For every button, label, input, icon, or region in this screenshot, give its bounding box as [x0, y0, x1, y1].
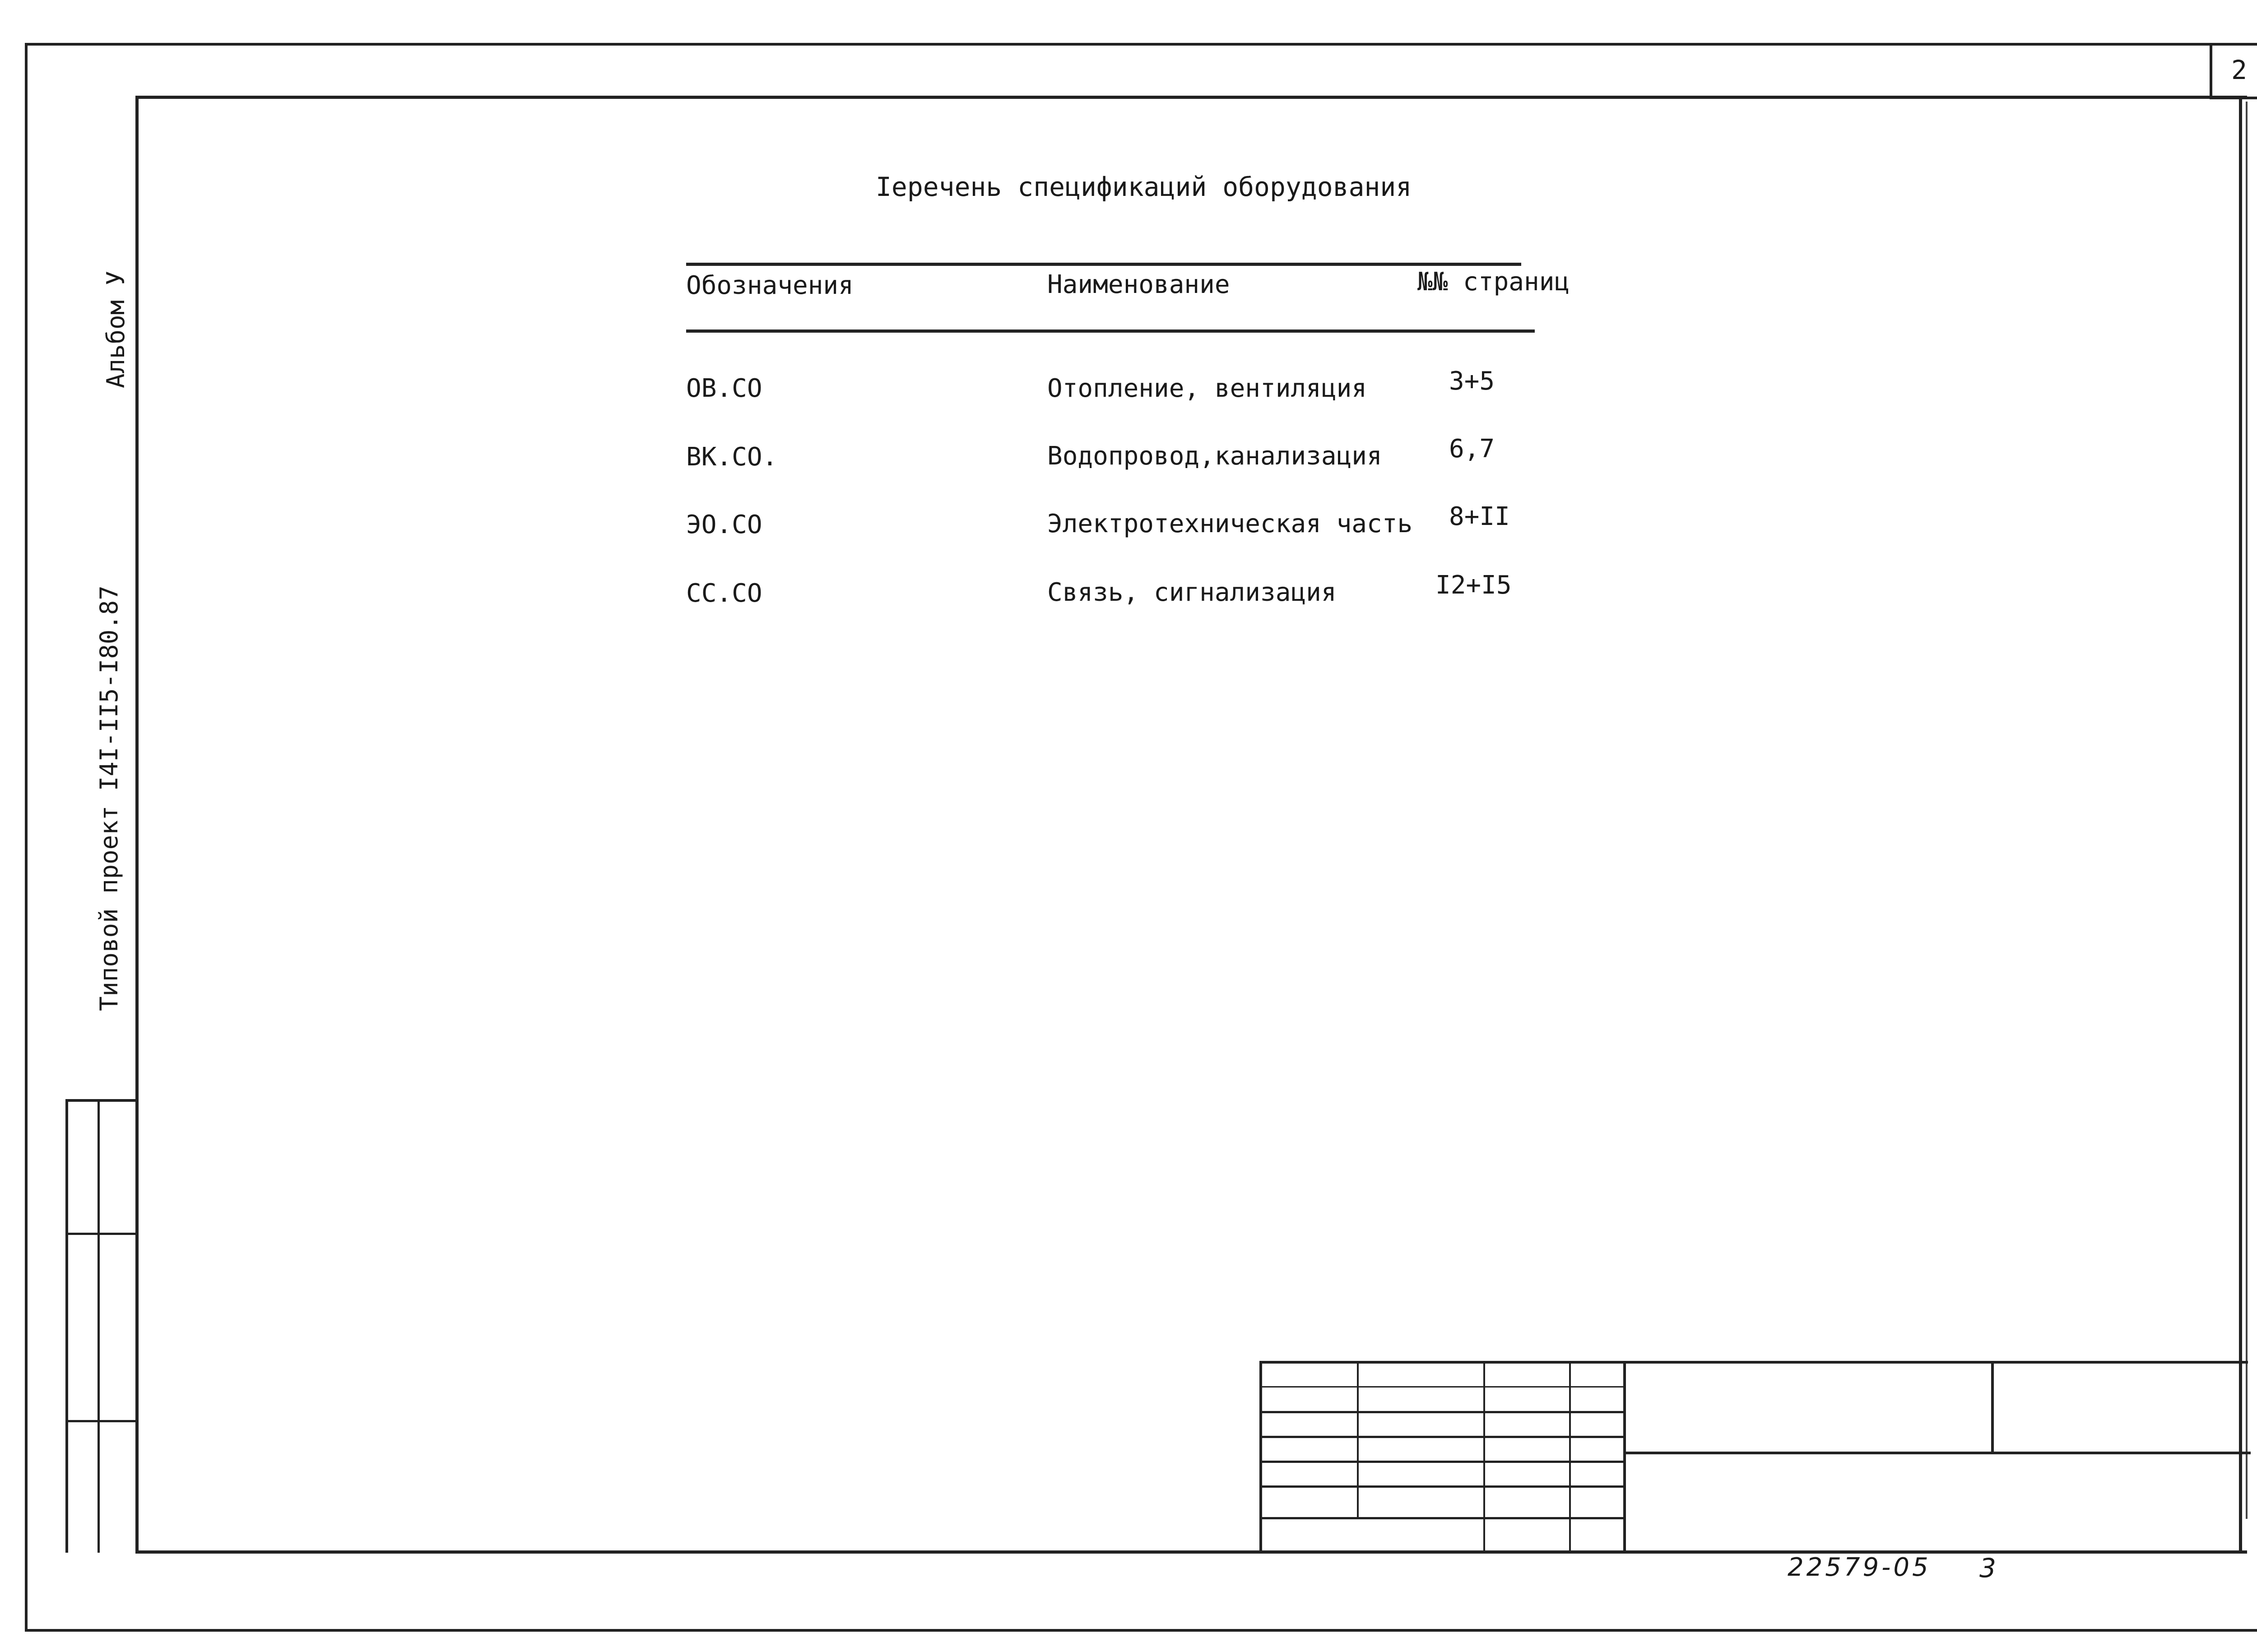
title-block-col-line: [1569, 1364, 1571, 1553]
drawing-frame: [135, 96, 2247, 1554]
row-name: Связь, сигнализация: [1047, 578, 1337, 607]
page-number-box: [2210, 43, 2257, 99]
left-stamp-divider: [98, 1102, 100, 1553]
title-block: [1259, 1361, 2248, 1550]
row-name: Электротехническая часть: [1047, 509, 1413, 538]
title-block-col-line: [1357, 1364, 1359, 1517]
row-name: Отопление, вентиляция: [1047, 374, 1367, 403]
left-stamp-row-line: [68, 1420, 138, 1422]
project-label: Типовой проект I4I-II5-I80.87: [95, 585, 123, 1011]
page-title: Iеречень спецификаций оборудования: [876, 172, 1412, 202]
header-pages: №№ страниц: [1417, 267, 1570, 297]
drawing-frame-right-edge: [2239, 96, 2242, 1554]
drawing-frame-right-inner-edge: [2246, 102, 2248, 1519]
row-designation: ОВ.СО: [686, 374, 762, 403]
sheet-number: 3: [1979, 1553, 1996, 1583]
row-pages: 6,7: [1449, 434, 1495, 464]
left-stamp-grid: [65, 1099, 138, 1553]
document-code: 22579-05: [1788, 1553, 1931, 1582]
row-pages: I2+I5: [1435, 571, 1512, 600]
left-stamp-row-line: [68, 1233, 138, 1235]
header-name: Наименование: [1047, 270, 1230, 299]
page-number: 2: [2231, 54, 2247, 85]
table-top-rule: [686, 263, 1521, 266]
title-block-col-line: [1991, 1364, 1994, 1452]
title-block-row-line: [1623, 1452, 2251, 1454]
table-header-rule: [686, 329, 1535, 333]
row-pages: 3+5: [1449, 367, 1495, 396]
row-designation: СС.СО: [686, 579, 762, 608]
row-name: Водопровод,канализация: [1047, 441, 1382, 471]
row-designation: ЭО.СО: [686, 510, 762, 539]
title-block-col-line: [1483, 1364, 1485, 1553]
album-label: Альбом У: [102, 270, 130, 388]
row-pages: 8+II: [1449, 502, 1510, 531]
title-block-col-line: [1623, 1364, 1626, 1553]
header-designation: Обозначения: [686, 271, 854, 300]
row-designation: ВК.СО.: [686, 442, 778, 472]
